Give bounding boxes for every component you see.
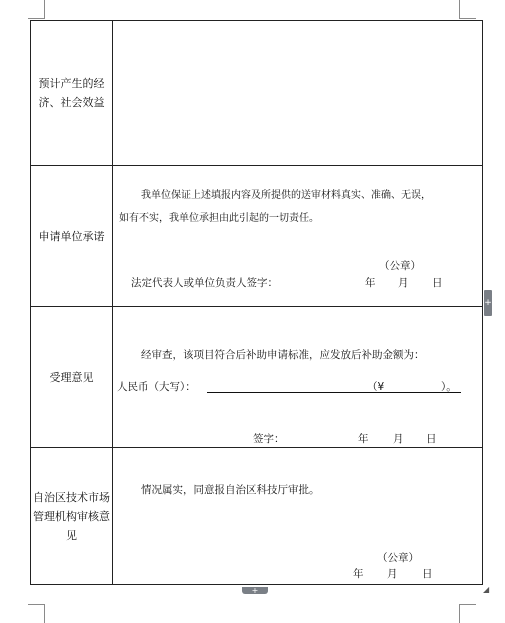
review-label: 自治区技术市场管理机构审核意见 xyxy=(31,448,113,585)
benefit-content-cell[interactable] xyxy=(113,21,483,166)
table-row xyxy=(31,448,483,585)
crop-mark-top-right-v xyxy=(459,0,460,18)
acceptance-day: 日 xyxy=(426,433,437,445)
acceptance-year: 年 xyxy=(358,433,369,445)
review-content-cell[interactable] xyxy=(113,448,483,585)
review-day: 日 xyxy=(422,568,433,580)
row-insert-handle[interactable]: + xyxy=(484,290,492,316)
benefit-label: 预计产生的经济、社会效益 xyxy=(31,21,113,166)
yen-close: ）。 xyxy=(441,381,457,393)
crop-mark-top-right-h xyxy=(459,18,476,19)
acceptance-text-line1: 经审查，该项目符合后补助申请标准，应发放后补助金额为： xyxy=(141,349,425,361)
commitment-seal: （公章） xyxy=(379,260,421,272)
commitment-text-line1: 我单位保证上述填报内容及所提供的送审材料真实、准确、无误， xyxy=(141,190,431,201)
rmb-amount-field[interactable] xyxy=(207,381,461,393)
acceptance-label: 受理意见 xyxy=(31,307,113,448)
commitment-content-cell[interactable] xyxy=(113,166,483,307)
application-form-table xyxy=(30,20,483,585)
review-text-line1: 情况属实，同意报自治区科技厅审批。 xyxy=(141,484,320,496)
acceptance-signature-label: 签字： xyxy=(253,433,285,445)
crop-mark-top-left-h xyxy=(28,18,45,19)
acceptance-content-cell[interactable] xyxy=(113,307,483,448)
review-year: 年 xyxy=(353,568,364,580)
add-row-button[interactable]: + xyxy=(242,587,268,594)
table-row xyxy=(31,21,483,166)
acceptance-month: 月 xyxy=(393,433,404,445)
table-row xyxy=(31,307,483,448)
crop-mark-top-left-v xyxy=(44,0,45,18)
review-seal: （公章） xyxy=(377,552,419,564)
yen-open: （¥ xyxy=(367,381,385,393)
rmb-label: 人民币（大写）： xyxy=(117,381,196,393)
commitment-year: 年 xyxy=(365,277,376,289)
commitment-label: 申请单位承诺 xyxy=(31,166,113,307)
table-resize-handle-icon[interactable]: ◢ xyxy=(483,585,490,594)
crop-mark-bottom-right-v xyxy=(459,604,460,623)
review-month: 月 xyxy=(387,568,398,580)
commitment-day: 日 xyxy=(432,277,443,289)
crop-mark-bottom-left-v xyxy=(44,604,45,623)
commitment-month: 月 xyxy=(398,277,409,289)
table-row xyxy=(31,166,483,307)
commitment-text-line2: 如有不实，我单位承担由此引起的一切责任。 xyxy=(119,213,319,224)
crop-mark-bottom-left-h xyxy=(28,604,45,605)
crop-mark-bottom-right-h xyxy=(459,604,476,605)
commitment-signature-label: 法定代表人或单位负责人签字： xyxy=(131,277,278,289)
